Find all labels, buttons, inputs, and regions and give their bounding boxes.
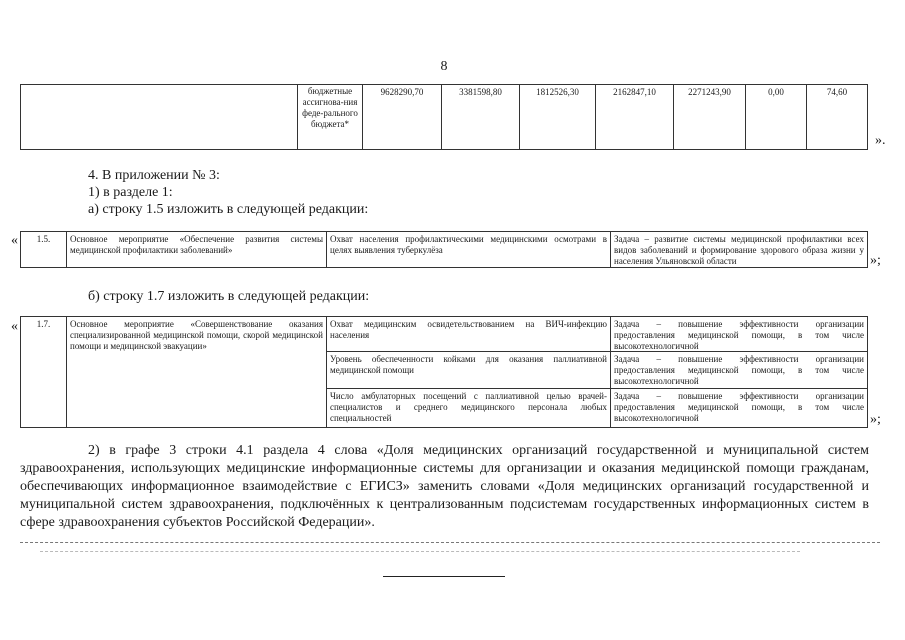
budget-value-3: 1812526,30 <box>519 84 596 150</box>
row-1-5-task: Задача – развитие системы медицинской профилактики всех видов заболеваний и формирование здорового образа жизни у населения Ульяновской области <box>610 231 868 268</box>
budget-value-1: 9628290,70 <box>362 84 442 150</box>
instruction-item-4: 4. В приложении № 3: <box>88 168 220 183</box>
row-1-7-number: 1.7. <box>20 316 67 428</box>
row-1-7-open-quote: « <box>11 319 18 334</box>
instruction-a: а) строку 1.5 изложить в следующей редакции: <box>88 202 369 217</box>
row-1-7-event: Основное мероприятие «Совершенствование оказания специализированной медицинской помощи, скорой медицинской помощи и медицинской эвакуации» <box>66 316 327 428</box>
budget-value-5: 2271243,90 <box>673 84 746 150</box>
budget-value-2: 3381598,80 <box>441 84 520 150</box>
budget-value-6: 0,00 <box>745 84 807 150</box>
row-1-7-task-3: Задача – повышение эффективности организации предоставления медицинской помощи, в том числе высокотехнологичной <box>610 388 868 428</box>
row-1-7-task-2: Задача – повышение эффективности организации предоставления медицинской помощи, в том числе высокотехнологичной <box>610 351 868 389</box>
page-number: 8 <box>440 59 448 74</box>
row-1-7-task-1: Задача – повышение эффективности организации предоставления медицинской помощи, в том числе высокотехнологичной <box>610 316 868 352</box>
footer-separator-line <box>383 576 505 577</box>
paragraph-2: 2) в графе 3 строки 4.1 раздела 4 слова «Доля медицинских организаций государственной и муниципальной систем здравоохранения, использующих медицинские информационные системы для организации и оказания медицинской помощи гражданам, обеспечивающих информационное взаимодействие с ЕГИСЗ» заменить словами «Доля медицинских организаций государственной и муниципальной систем здравоохранения, подключённых к централизованным подсистемам государственных информационных систем в сфере здравоохранения субъектов Российской Федерации». <box>20 443 869 530</box>
instruction-sub-1: 1) в разделе 1: <box>88 185 173 200</box>
scan-artifact-line <box>20 542 880 543</box>
budget-value-7: 74,60 <box>806 84 868 150</box>
row-1-5-number: 1.5. <box>20 231 67 268</box>
row-1-5-open-quote: « <box>11 233 18 248</box>
row-1-5-indicator: Охват населения профилактическими медицинскими осмотрами в целях выявления туберкулёза <box>326 231 611 268</box>
row-1-5-closing-quote: »; <box>870 253 881 268</box>
scan-artifact-line-2 <box>40 551 800 552</box>
row-1-7-indicator-2: Уровень обеспеченности койками для оказания паллиативной медицинской помощи <box>326 351 611 389</box>
budget-value-4: 2162847,10 <box>595 84 674 150</box>
row-1-5-event: Основное мероприятие «Обеспечение развития системы медицинской профилактики заболеваний» <box>66 231 327 268</box>
budget-closing-quote: ». <box>875 133 886 148</box>
row-1-7-indicator-1: Охват медицинским освидетельствованием на ВИЧ-инфекцию населения <box>326 316 611 352</box>
instruction-b: б) строку 1.7 изложить в следующей редакции: <box>88 289 370 304</box>
row-1-7-closing-quote: »; <box>870 412 881 427</box>
budget-label-cell: бюджетные ассигнова-ния феде-рального бюджета* <box>297 84 363 150</box>
row-1-7-indicator-3: Число амбулаторных посещений с паллиативной целью врачей-специалистов и среднего медицинского персонала любых специальностей <box>326 388 611 428</box>
budget-empty-cell <box>20 84 298 150</box>
